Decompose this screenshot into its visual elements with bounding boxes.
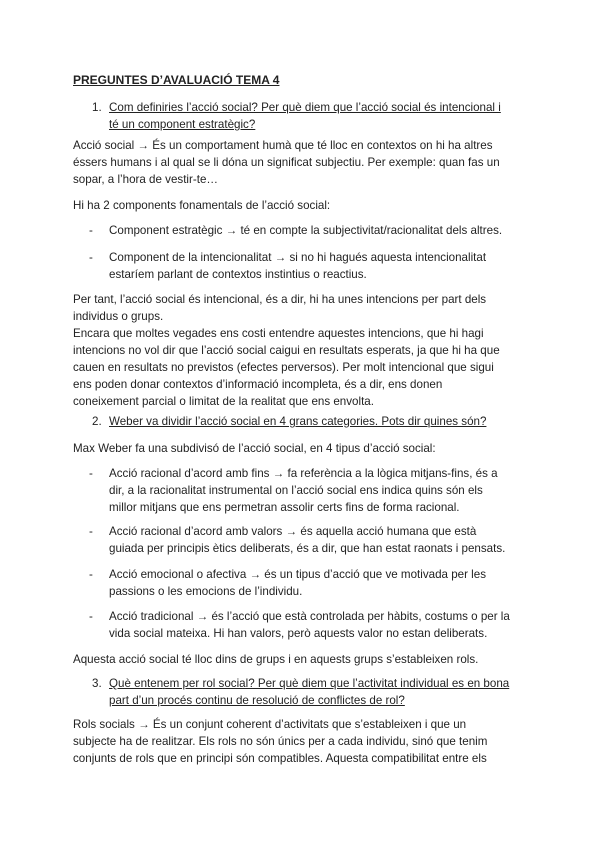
text-line: vida social mateixa. Hi han valors, però aquests valor no estan deliberats. (109, 627, 488, 640)
text-line: Com definiries l’acció social? Per què diem que l’acció social és intencional i (109, 101, 501, 114)
bullet-text (109, 566, 527, 600)
bullet-text (109, 523, 527, 557)
question-text (109, 413, 519, 430)
text-line: sopar, a l’hora de vestir-te… (73, 173, 218, 186)
question-text (109, 675, 519, 709)
text-line: Component de la intencionalitat → si no hi hagués aquesta intencionalitat (109, 251, 487, 264)
question-number: 3. (92, 677, 102, 690)
paragraph-intencional (73, 291, 527, 410)
paragraph-components-intro (73, 197, 527, 214)
bullet-text (109, 249, 527, 283)
bullet-text (109, 465, 527, 516)
text-line: Acció emocional o afectiva → és un tipus d’acció que ve motivada per les (109, 568, 486, 581)
text-line: ens poden donar contextos d’informació incompleta, és a dir, ens donen (73, 378, 443, 391)
bullet-text (109, 222, 527, 239)
text-line: Rols socials → És un conjunt coherent d’activitats que s’estableixen i que un (73, 718, 467, 731)
text-line: millor mitjans que ens permetran assolir certs fins de forma racional. (109, 501, 460, 514)
bullet-dash: - (89, 610, 93, 623)
question-number: 1. (92, 101, 102, 114)
text-line: guiada per principis ètics deliberats, és a dir, que han estat raonats i pensats. (109, 542, 506, 555)
text-line: individus o grups. (73, 310, 164, 323)
text-line: Acció racional d’acord amb valors → és aquella acció humana que està (109, 525, 477, 538)
paragraph-rols-socials (73, 716, 527, 767)
text-line: Què entenem per rol social? Per què diem que l’activitat individual es en bona (109, 677, 510, 690)
text-line: Acció social → És un comportament humà que té lloc en contextos on hi ha altres (73, 139, 493, 152)
question-text (109, 99, 519, 133)
bullet-dash: - (89, 224, 93, 237)
question-number: 2. (92, 415, 102, 428)
text-line: Acció racional d’acord amb fins → fa referència a la lògica mitjans-fins, és a (109, 467, 498, 480)
text-line: part d’un procés continu de resolució de conflictes de rol? (109, 694, 405, 707)
bullet-dash: - (89, 467, 93, 480)
text-line: Component estratègic → té en compte la subjectivitat/racionalitat dels altres. (109, 224, 503, 237)
text-line: éssers humans i al qual se li dóna un significat subjectiu. Per exemple: quan fas un (73, 156, 500, 169)
text-line: Weber va dividir l’acció social en 4 grans categories. Pots dir quines són? (109, 415, 487, 428)
text-line: passions o les emocions de l’individu. (109, 585, 303, 598)
text-line: Hi ha 2 components fonamentals de l’acció social: (73, 199, 331, 212)
text-line: té un component estratègic? (109, 118, 256, 131)
text-line: Aquesta acció social té lloc dins de grups i en aquests grups s’estableixen rols. (73, 653, 479, 666)
bullet-dash: - (89, 568, 93, 581)
text-line: conjunts de rols que en principi són compatibles. Aquesta compatibilitat entre els (73, 752, 487, 765)
bullet-text (109, 608, 527, 642)
text-line: Max Weber fa una subdivisó de l’acció social, en 4 tipus d’acció social: (73, 442, 436, 455)
bullet-dash: - (89, 251, 93, 264)
paragraph-accio-social (73, 137, 527, 188)
paragraph-grups (73, 651, 527, 668)
text-line: intencions no vol dir que l’acció social caigui en resultats esperats, ja que hi ha que (73, 344, 500, 357)
text-line: subjecte ha de realitzar. Els rols no són únics per a cada individu, sinó que tenim (73, 735, 488, 748)
text-line: dir, a la racionalitat instrumental on l’acció social ens indica quins són els (109, 484, 483, 497)
text-line: Per tant, l’acció social és intencional, és a dir, hi ha unes intencions per part dels (73, 293, 487, 306)
paragraph-weber-intro (73, 440, 527, 457)
bullet-dash: - (89, 525, 93, 538)
text-line: coneixement parcial o limitat de la realitat que ens envolta. (73, 395, 374, 408)
text-line: cauen en resultats no previstos (efectes perversos). Per molt intencional que sigui (73, 361, 494, 374)
document-title: PREGUNTES D’AVALUACIÓ TEMA 4 (73, 73, 280, 87)
text-line: Acció tradicional → és l’acció que està controlada per hàbits, costums o per la (109, 610, 510, 623)
text-line: Encara que moltes vegades ens costi entendre aquestes intencions, que hi hagi (73, 327, 484, 340)
text-line: estaríem parlant de contextos instintius o reactius. (109, 268, 367, 281)
